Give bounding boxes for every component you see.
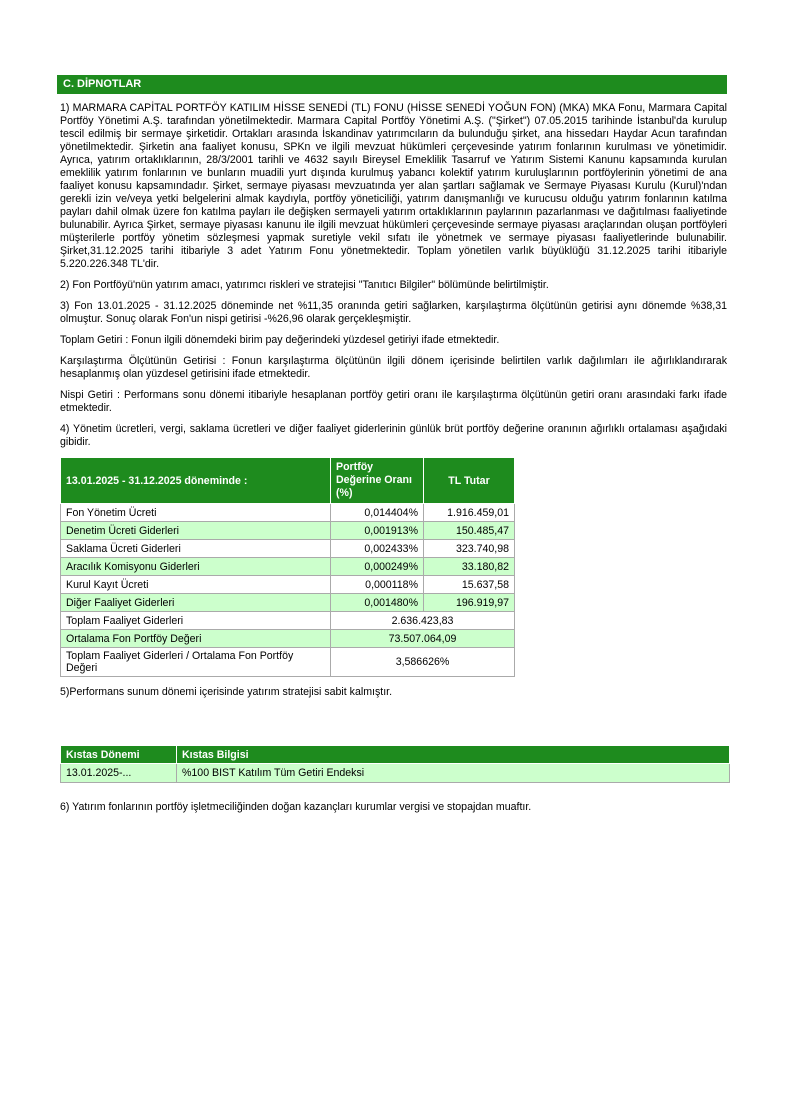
expense-amount: 150.485,47 (424, 522, 515, 540)
table-row (61, 576, 515, 594)
benchmark-table (60, 745, 730, 783)
summary-row-expense-ratio (61, 648, 515, 677)
expense-table-body (61, 504, 515, 677)
note-3: 3) Fon 13.01.2025 - 31.12.2025 döneminde net %11,35 oranında getiri sağlarken, karşılaştırma ölçütünün getirisi aynı dönemde %38,31 olmuştur. Sonuç olarak Fon'un nispi getirisi -%26,96 olarak gerçekleşmiştir. (60, 300, 727, 325)
section-header-bar (57, 75, 727, 94)
note-2: 2) Fon Portföyü'nün yatırım amacı, yatırımcı riskleri ve stratejisi "Tanıtıcı Bilgiler" bölümünde belirtilmiştir. (60, 279, 549, 291)
table-row (61, 522, 515, 540)
table-row (61, 504, 515, 522)
summary-row-total-expenses (61, 612, 515, 630)
expense-label: Denetim Ücreti Giderleri (61, 522, 331, 540)
benchmark-info: %100 BIST Katılım Tüm Getiri Endeksi (177, 764, 730, 783)
expense-label: Kurul Kayıt Ücreti (61, 576, 331, 594)
note-6: 6) Yatırım fonlarının portföy işletmeciliğinden doğan kazançları kurumlar vergisi ve stopajdan muaftır. (60, 801, 532, 813)
benchmark-header-info: Kıstas Bilgisi (177, 746, 730, 764)
expense-ratio: 0,001913% (331, 522, 424, 540)
expense-header-period: 13.01.2025 - 31.12.2025 döneminde : (61, 458, 331, 504)
benchmark-header-period: Kıstas Dönemi (61, 746, 177, 764)
expense-amount: 15.637,58 (424, 576, 515, 594)
table-row (61, 764, 730, 783)
expense-amount: 1.916.459,01 (424, 504, 515, 522)
expense-ratio: 0,002433% (331, 540, 424, 558)
summary-value: 73.507.064,09 (331, 630, 515, 648)
table-row (61, 558, 515, 576)
summary-row-average-portfolio (61, 630, 515, 648)
expense-label: Saklama Ücreti Giderleri (61, 540, 331, 558)
definition-nispi-getiri: Nispi Getiri : Performans sonu dönemi itibariyle hesaplanan portföy getiri oranı ile karşılaştırma ölçütünün getiri oranı arasındaki farkı ifade etmektedir. (60, 389, 727, 414)
benchmark-period: 13.01.2025-... (61, 764, 177, 783)
expense-table (60, 457, 515, 677)
expense-label: Fon Yönetim Ücreti (61, 504, 331, 522)
expense-ratio: 0,001480% (331, 594, 424, 612)
summary-label: Toplam Faaliyet Giderleri (61, 612, 331, 630)
summary-label: Ortalama Fon Portföy Değeri (61, 630, 331, 648)
summary-value: 2.636.423,83 (331, 612, 515, 630)
expense-table-header-row (61, 458, 515, 504)
note-1: 1) MARMARA CAPİTAL PORTFÖY KATILIM HİSSE SENEDİ (TL) FONU (HİSSE SENEDİ YOĞUN FON) (MKA) MKA Fonu, Marmara Capital Portföy Yönetimi A.Ş. tarafından yönetilmektedir. Marmara Capital Portföy Yönetimi A.Ş. ("Şirket") 07.05.2015 tarihinde İstanbul'da kurulup tescil edilmiş bir sermaye şirketidir. Ortakları arasında İskandinav yatırımcıların da bulunduğu şirket, ana hissedarı Haydar Acun tarafından yönetilmektedir. Şirketin ana faaliyet konusu, SPKn ve ilgili mevzuat hükümleri çerçevesinde yatırım fonlarının kurulması ve yönetimidir. Ayrıca, yatırım ortaklıklarının, 28/3/2001 tarihli ve 4632 sayılı Bireysel Emeklilik Tasarruf ve Yatırım Sistemi Kanunu kapsamında kurulan emeklilik yatırım fonlarının ve bunların muadili yurt dışında kurulmuş yabancı kolektif yatırım kuruluşlarının portföylerinin yönetimi de ana faaliyet konusu kapsamındadır. Şirket, sermaye piyasası mevzuatında yer alan şartları sağlamak ve Sermaye Piyasası Kurulu (Kurul)'ndan gerekli izin ve/veya yetki belgelerini almak kaydıyla, portföy yöneticiliği, yatırım danışmanlığı ve kurucusu olduğu yatırım fonlarının katılma payları dahil olmak üzere fon katılma payları ile değişken sermayeli yatırım ortaklıklarının paylarının pazarlanması ve dağıtılması faaliyetinde bulunabilir. Ayrıca Şirket, sermaye piyasası kanunu ile ilgili mevzuat hükümleri çerçevesinde sermaye piyasası araçlarından oluşan portföyleri müşterilerle portföy yönetim sözleşmesi yapmak suretiyle vekil sıfatı ile yönetmek ve sermaye piyasası faaliyetlerinde bulunabilir. Şirket,31.12.2025 tarihi itibariyle 3 adet Yatırım Fonu yönetmektedir. Toplam yönetilen varlık büyüklüğü 31.12.2025 tarihi itibariyle 5.220.226.348 TL'dir. (60, 102, 727, 270)
expense-ratio: 0,000249% (331, 558, 424, 576)
definition-toplam-getiri: Toplam Getiri : Fonun ilgili dönemdeki birim pay değerindeki yüzdesel getiriyi ifade etmektedir. (60, 334, 500, 346)
expense-amount: 33.180,82 (424, 558, 515, 576)
expense-ratio: 0,014404% (331, 504, 424, 522)
expense-amount: 323.740,98 (424, 540, 515, 558)
benchmark-table-header (61, 746, 730, 764)
note-4: 4) Yönetim ücretleri, vergi, saklama ücretleri ve diğer faaliyet giderlerinin günlük brüt portföy değerine oranının ağırlıklı ortalaması aşağıdaki gibidir. (60, 423, 727, 448)
benchmark-header-row (61, 746, 730, 764)
section-title: C. DİPNOTLAR (63, 78, 142, 90)
benchmark-table-body (61, 764, 730, 783)
summary-label: Toplam Faaliyet Giderleri / Ortalama Fon Portföy Değeri (61, 648, 331, 677)
expense-header-amount: TL Tutar (424, 458, 515, 504)
definition-karsilastirma-olcutu: Karşılaştırma Ölçütünün Getirisi : Fonun karşılaştırma ölçütünün ilgili dönem içerisinde belirtilen varlık dağılımları ile ağırlıklandırarak hesaplanmış olan yüzdesel getirisini ifade etmektedir. (60, 355, 727, 380)
note-5: 5)Performans sunum dönemi içerisinde yatırım stratejisi sabit kalmıştır. (60, 686, 393, 698)
report-content (57, 75, 727, 822)
summary-value: 3,586626% (331, 648, 515, 677)
table-row (61, 540, 515, 558)
expense-ratio: 0,000118% (331, 576, 424, 594)
expense-header-ratio: Portföy Değerine Oranı (%) (331, 458, 424, 504)
expense-label: Aracılık Komisyonu Giderleri (61, 558, 331, 576)
expense-table-header (61, 458, 515, 504)
expense-amount: 196.919,97 (424, 594, 515, 612)
expense-label: Diğer Faaliyet Giderleri (61, 594, 331, 612)
table-row (61, 594, 515, 612)
